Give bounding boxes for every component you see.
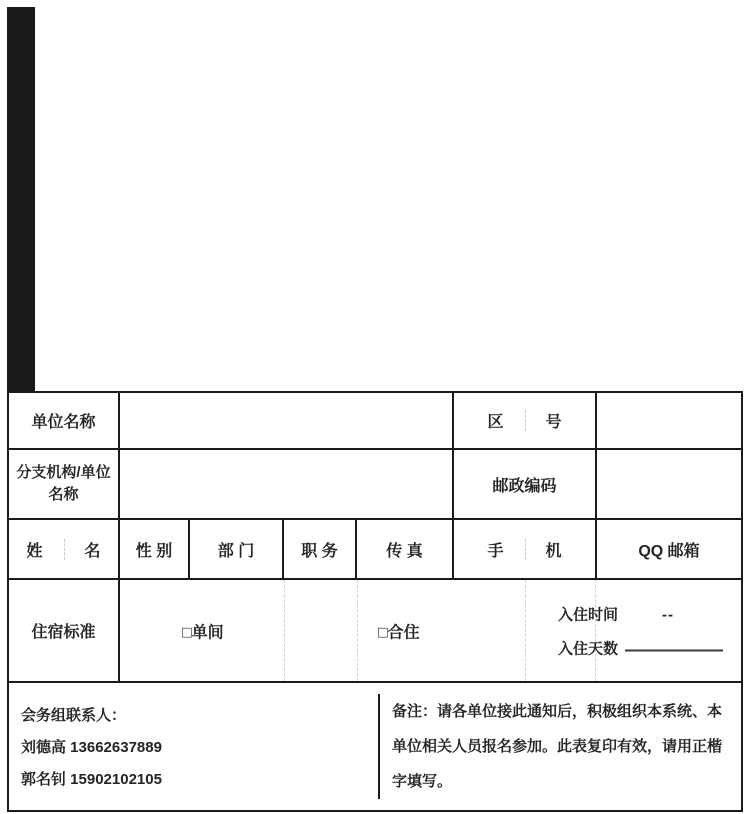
entry-row bbox=[7, 55, 35, 103]
postal-code-label-text: 邮政编码 bbox=[492, 477, 557, 495]
entry-cell[interactable] bbox=[31, 103, 35, 151]
unit-name-label-text: 单位名称 bbox=[31, 414, 96, 431]
footer-row bbox=[8, 682, 742, 811]
accommodation-options-cell bbox=[119, 579, 742, 682]
header-gender: 性 别 bbox=[119, 519, 189, 579]
header-position: 职 务 bbox=[283, 519, 356, 579]
cell-divider-dashed bbox=[525, 539, 526, 560]
entry-cell[interactable] bbox=[31, 343, 35, 391]
header-name-right: 名 bbox=[84, 542, 101, 560]
entry-row bbox=[7, 103, 35, 151]
entry-cell[interactable] bbox=[31, 295, 35, 343]
area-code-label-right: 号 bbox=[545, 414, 562, 431]
note-text: 备注：请各单位接此通知后，积极组织本系统、本单位相关人员报名参加。此表复印有效，请用正楷字填写。 bbox=[392, 702, 723, 791]
entry-row bbox=[7, 295, 35, 343]
checkin-days-label: 入住天数 bbox=[558, 640, 619, 657]
area-code-label-left: 区 bbox=[487, 414, 504, 431]
shared-room-label: 合住 bbox=[387, 624, 420, 641]
entry-row bbox=[7, 151, 35, 199]
branch-name-label-text: 分支机构/单位名称 bbox=[16, 464, 111, 503]
header-department: 部 门 bbox=[189, 519, 283, 579]
single-room-label: 单间 bbox=[191, 624, 224, 641]
single-room-option[interactable] bbox=[182, 619, 224, 642]
entry-row bbox=[7, 199, 35, 247]
note-cell bbox=[380, 694, 741, 800]
accommodation-row bbox=[8, 579, 742, 682]
postal-code-label bbox=[453, 449, 596, 519]
header-mobile-right: 机 bbox=[545, 542, 562, 560]
accommodation-label-text: 住宿标准 bbox=[31, 624, 96, 641]
cell-divider-dashed bbox=[64, 539, 65, 560]
checkin-time-label: 入住时间 bbox=[558, 606, 619, 623]
area-code-label-cell bbox=[453, 392, 596, 449]
checkin-block bbox=[558, 603, 723, 658]
entry-cell[interactable] bbox=[31, 199, 35, 247]
footer-cell bbox=[8, 682, 742, 811]
checkin-days-blank-line[interactable] bbox=[625, 649, 723, 651]
header-qq-mail: QQ 邮箱 bbox=[596, 519, 742, 579]
registration-form-table bbox=[7, 391, 743, 812]
entry-cell[interactable] bbox=[31, 55, 35, 103]
ghost-gridline bbox=[525, 580, 526, 681]
unit-name-input-cell[interactable] bbox=[119, 392, 453, 449]
checkin-time-value[interactable]: -- bbox=[662, 606, 675, 623]
header-fax: 传 真 bbox=[356, 519, 453, 579]
accommodation-label-cell bbox=[8, 579, 119, 682]
entry-cell[interactable] bbox=[31, 247, 35, 295]
entry-cell[interactable] bbox=[31, 151, 35, 199]
cell-divider-dashed bbox=[525, 410, 526, 431]
entry-cell[interactable] bbox=[31, 7, 35, 55]
contacts-cell bbox=[9, 694, 380, 800]
entry-row bbox=[7, 343, 35, 391]
header-mobile-left: 手 bbox=[487, 542, 504, 560]
header-mobile bbox=[453, 519, 596, 579]
unit-name-row bbox=[8, 392, 742, 449]
branch-name-input-cell[interactable] bbox=[119, 449, 453, 519]
entry-row bbox=[7, 247, 35, 295]
postal-code-input-cell[interactable] bbox=[596, 449, 742, 519]
branch-name-row bbox=[8, 449, 742, 519]
header-name-left: 姓 bbox=[26, 542, 43, 560]
single-room-checkbox-icon[interactable]: □ bbox=[182, 624, 192, 641]
shared-room-checkbox-icon[interactable]: □ bbox=[378, 624, 388, 641]
shared-room-option[interactable] bbox=[378, 619, 420, 642]
ghost-gridline bbox=[357, 580, 358, 681]
contact-2: 郭名钊 15902102105 bbox=[21, 770, 162, 788]
entry-row bbox=[7, 7, 35, 55]
column-header-row bbox=[8, 519, 742, 579]
area-code-input-cell[interactable] bbox=[596, 392, 742, 449]
header-name bbox=[8, 519, 119, 579]
contacts-title: 会务组联系人： bbox=[21, 707, 127, 725]
unit-name-label bbox=[8, 392, 119, 449]
ghost-gridline bbox=[284, 580, 285, 681]
branch-name-label bbox=[8, 449, 119, 519]
contact-1: 刘德高 13662637889 bbox=[21, 739, 162, 756]
